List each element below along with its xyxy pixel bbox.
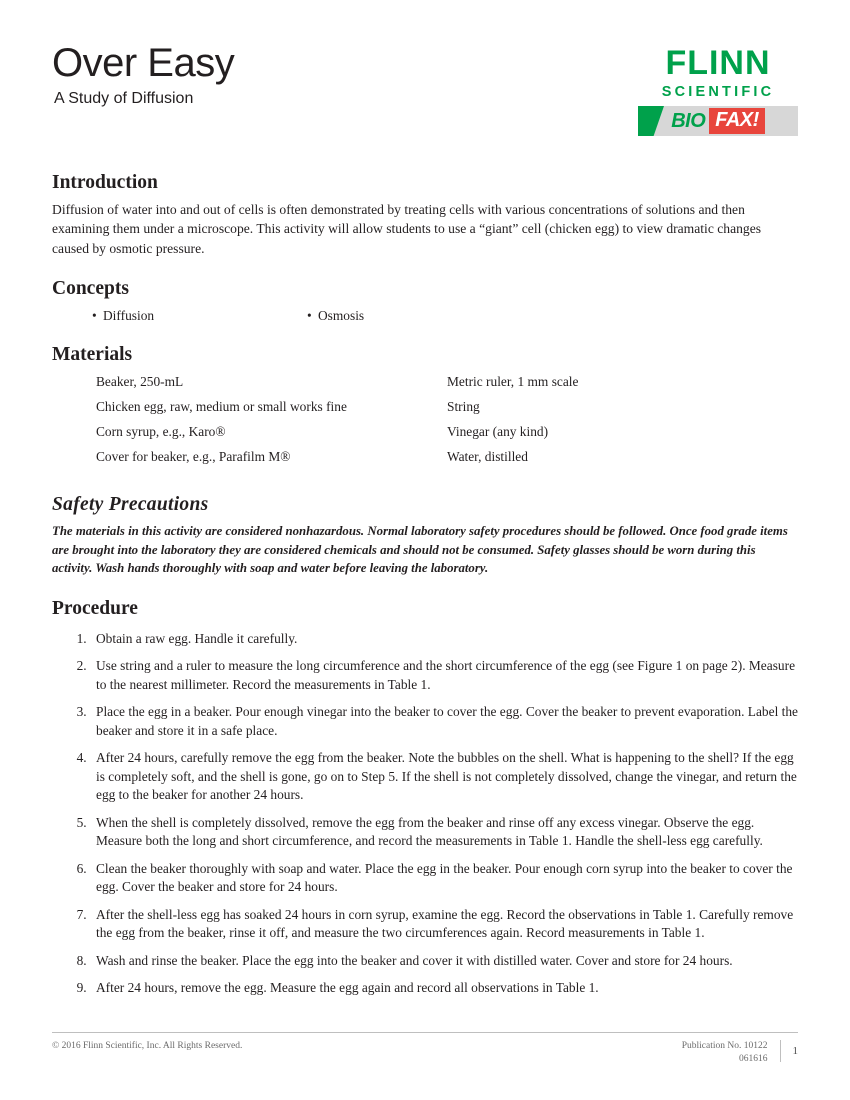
procedure-step: 7. After the shell-less egg has soaked 24 hours in corn syrup, examine the egg. Record the observations in Table 1. Carefully remove the egg from the beaker, rinse it off, and measure the two circumferences again. Record measurements in Table 1. — [90, 906, 798, 943]
material-item: Water, distilled — [447, 449, 528, 465]
bullet-icon: • — [307, 307, 312, 323]
procedure-step: 5. When the shell is completely dissolved, remove the egg from the beaker and rinse off any excess vinegar. Observe the egg. Measure both the long and short circumference, and record the measurements in Table 1. Handle the shell-less egg carefully. — [90, 814, 798, 851]
materials-list — [52, 374, 798, 474]
copyright-text: © 2016 Flinn Scientific, Inc. All Rights Reserved. — [52, 1041, 243, 1052]
material-item: Vinegar (any kind) — [447, 424, 549, 440]
procedure-step: 1. Obtain a raw egg. Handle it carefully. — [90, 630, 798, 649]
section-heading-safety-precautions: Safety Precautions — [52, 494, 209, 516]
procedure-step: 3. Place the egg in a beaker. Pour enough vinegar into the beaker to cover the egg. Cover the beaker to prevent evaporation. Label the beaker and store it in a safe place. — [90, 703, 798, 740]
logo-bio-text: BIO — [671, 109, 706, 132]
document-header — [52, 42, 798, 152]
material-item: String — [447, 398, 480, 414]
publication-block — [682, 1040, 768, 1066]
logo-brand-subtext: SCIENTIFIC — [661, 84, 775, 100]
material-item: Corn syrup, e.g., Karo® — [96, 424, 226, 440]
material-item: Cover for beaker, e.g., Parafilm M® — [96, 449, 291, 465]
procedure-step: 2. Use string and a ruler to measure the long circumference and the short circumference of the egg (see Figure 1 on page 2). Measure to the nearest millimeter. Record the measurements in Table 1. — [90, 657, 798, 694]
title-block — [52, 42, 234, 108]
concepts-column-left — [92, 308, 307, 324]
publication-date: 061616 — [739, 1054, 768, 1065]
materials-column-left — [96, 374, 447, 474]
section-heading-procedure: Procedure — [52, 597, 138, 619]
procedure-step: 9. After 24 hours, remove the egg. Measure the egg again and record all observations in Table 1. — [90, 979, 798, 998]
publication-number: Publication No. 10122 — [681, 1041, 768, 1052]
materials-column-right — [447, 374, 798, 474]
page-title: Over Easy — [52, 41, 235, 85]
bullet-icon: • — [92, 307, 97, 323]
logo-fax-text: FAX! — [709, 108, 765, 134]
flinn-scientific-logo — [638, 46, 798, 136]
page-number: 1 — [780, 1040, 799, 1062]
procedure-step: 8. Wash and rinse the beaker. Place the egg into the beaker and cover it with distilled water. Cover and store for 24 hours. — [90, 952, 798, 971]
section-heading-materials: Materials — [52, 343, 133, 365]
page-footer — [52, 1032, 798, 1066]
concepts-list — [52, 308, 798, 324]
page-subtitle: A Study of Diffusion — [54, 90, 194, 107]
concept-item: Osmosis — [318, 307, 365, 323]
material-item: Beaker, 250-mL — [96, 373, 184, 389]
material-item: Metric ruler, 1 mm scale — [447, 373, 579, 389]
logo-biofax-badge — [638, 106, 798, 136]
procedure-steps-list — [52, 630, 798, 998]
procedure-step: 4. After 24 hours, carefully remove the egg from the beaker. Note the bubbles on the shell. What is happening to the shell? If the egg is completely soft, and the shell is gone, go on to Step 5. If the shell is not completely dissolved, change the vinegar, and return the egg to the beaker for another 24 hours. — [90, 749, 798, 805]
section-heading-concepts: Concepts — [52, 277, 129, 299]
procedure-step: 6. Clean the beaker thoroughly with soap and water. Place the egg in the beaker. Pour enough corn syrup into the beaker to cover the egg. Cover the beaker and store for 24 hours. — [90, 860, 798, 897]
safety-precautions-text: The materials in this activity are considered nonhazardous. Normal laboratory safety procedures should be followed. Once food grade items are brought into the laboratory they are considered chemicals and should not be consumed. Safety glasses should be worn during this activity. Wash hands thoroughly with soap and water before leaving the laboratory. — [52, 524, 788, 576]
concepts-column-right — [307, 308, 522, 324]
footer-right-block — [682, 1040, 798, 1066]
material-item: Chicken egg, raw, medium or small works fine — [96, 398, 347, 414]
section-heading-introduction: Introduction — [52, 172, 158, 193]
concept-item: Diffusion — [103, 307, 155, 323]
introduction-text: Diffusion of water into and out of cells is often demonstrated by treating cells with various concentrations of solutions and then examining them under a microscope. This activity will allow students to use a “giant” cell (chicken egg) to view dramatic changes caused by osmotic pressure. — [52, 202, 762, 256]
logo-brand-text: FLINN — [665, 44, 771, 82]
